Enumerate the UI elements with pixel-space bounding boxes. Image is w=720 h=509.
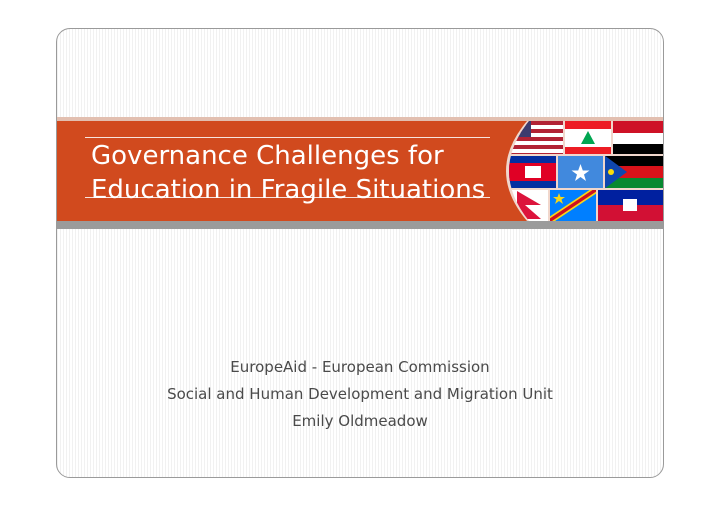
- flag-nepal-icon: [509, 189, 549, 221]
- title-rule-top: [85, 137, 490, 138]
- slide: [56, 28, 664, 478]
- flag-dr-congo-icon: [549, 189, 597, 221]
- flag-south-sudan-icon: [604, 155, 663, 189]
- subtitle-organization: EuropeAid - European Commission: [230, 358, 490, 376]
- subtitle-block: [57, 354, 663, 435]
- flag-yemen-icon: [612, 121, 663, 155]
- title-line-1: Governance Challenges for: [91, 141, 444, 171]
- flag-lebanon-icon: [564, 121, 612, 155]
- flag-cambodia-icon: [509, 155, 557, 189]
- subtitle-author: Emily Oldmeadow: [292, 412, 428, 430]
- flag-mosaic-icon: [489, 121, 663, 221]
- subtitle-unit: Social and Human Development and Migration Unit: [167, 385, 553, 403]
- flag-somalia-icon: [557, 155, 604, 189]
- title-band-bottom-stripe: [57, 221, 663, 229]
- slide-title: [91, 139, 491, 207]
- title-line-2: Education in Fragile Situations: [91, 175, 486, 205]
- flag-haiti-icon: [597, 189, 663, 221]
